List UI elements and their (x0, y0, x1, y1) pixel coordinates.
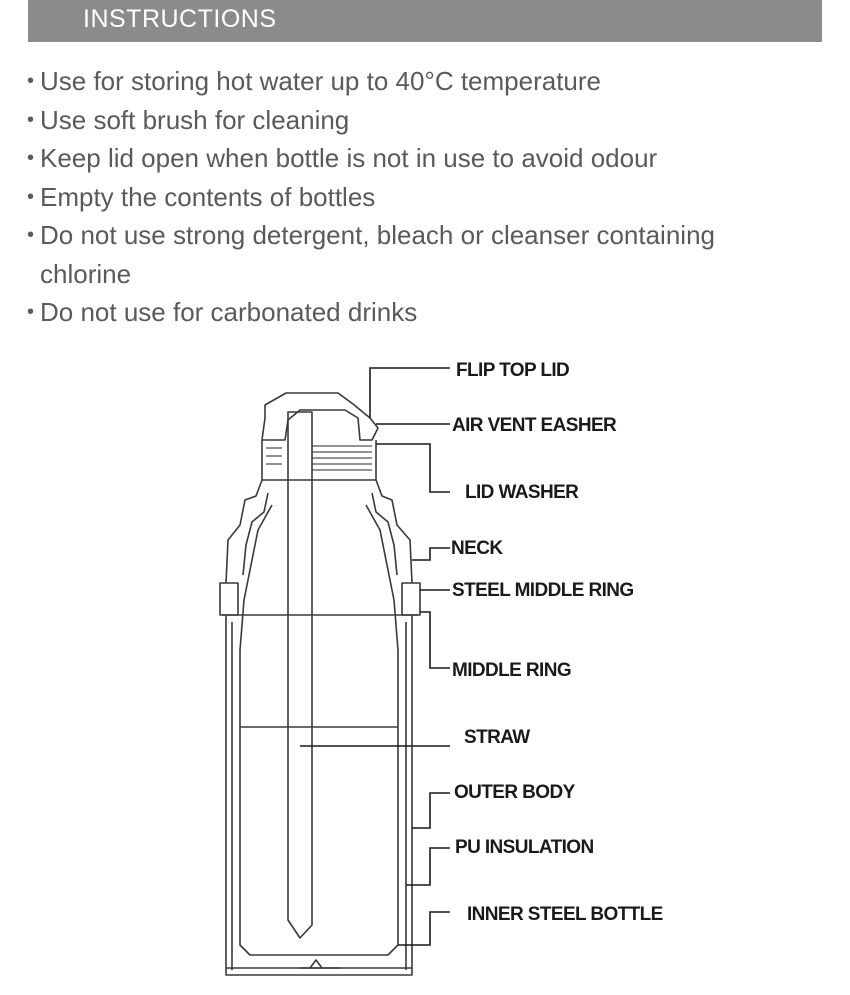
instruction-item: • Use for storing hot water up to 40°C temperature (28, 62, 780, 101)
instruction-item: • Do not use strong detergent, bleach or cleanser containing chlorine (28, 216, 780, 293)
flip-top-lid-shape (262, 393, 378, 440)
steel-middle-ring-shape (220, 583, 238, 615)
inner-steel-bottle-shape (240, 505, 398, 955)
instructions-header (28, 0, 822, 42)
instructions-list (28, 62, 780, 332)
label-middle-ring: MIDDLE RING (452, 660, 572, 681)
callout-labels (451, 360, 663, 925)
outer-body-shape (226, 615, 412, 975)
label-lid-washer: LID WASHER (465, 482, 579, 503)
bottle-diagram (0, 340, 850, 995)
leader-lines (300, 368, 450, 945)
label-air-vent-washer: AIR VENT EASHER (452, 415, 617, 436)
label-flip-top-lid: FLIP TOP LID (456, 360, 570, 381)
instruction-item: • Do not use for carbonated drinks (28, 293, 780, 332)
label-inner-steel-bottle: INNER STEEL BOTTLE (467, 904, 663, 925)
label-outer-body: OUTER BODY (454, 782, 575, 803)
label-straw: STRAW (464, 727, 530, 748)
label-neck: NECK (451, 538, 503, 559)
lid-threads (266, 446, 372, 470)
instruction-item: • Empty the contents of bottles (28, 178, 780, 217)
instructions-title: INSTRUCTIONS (83, 5, 277, 33)
label-steel-middle-ring: STEEL MIDDLE RING (452, 580, 634, 601)
straw-shape (288, 412, 312, 938)
bottle-drawing (220, 393, 420, 975)
instruction-item: • Use soft brush for cleaning (28, 101, 780, 140)
label-pu-insulation: PU INSULATION (455, 837, 594, 858)
instruction-item: • Keep lid open when bottle is not in use to avoid odour (28, 139, 780, 178)
